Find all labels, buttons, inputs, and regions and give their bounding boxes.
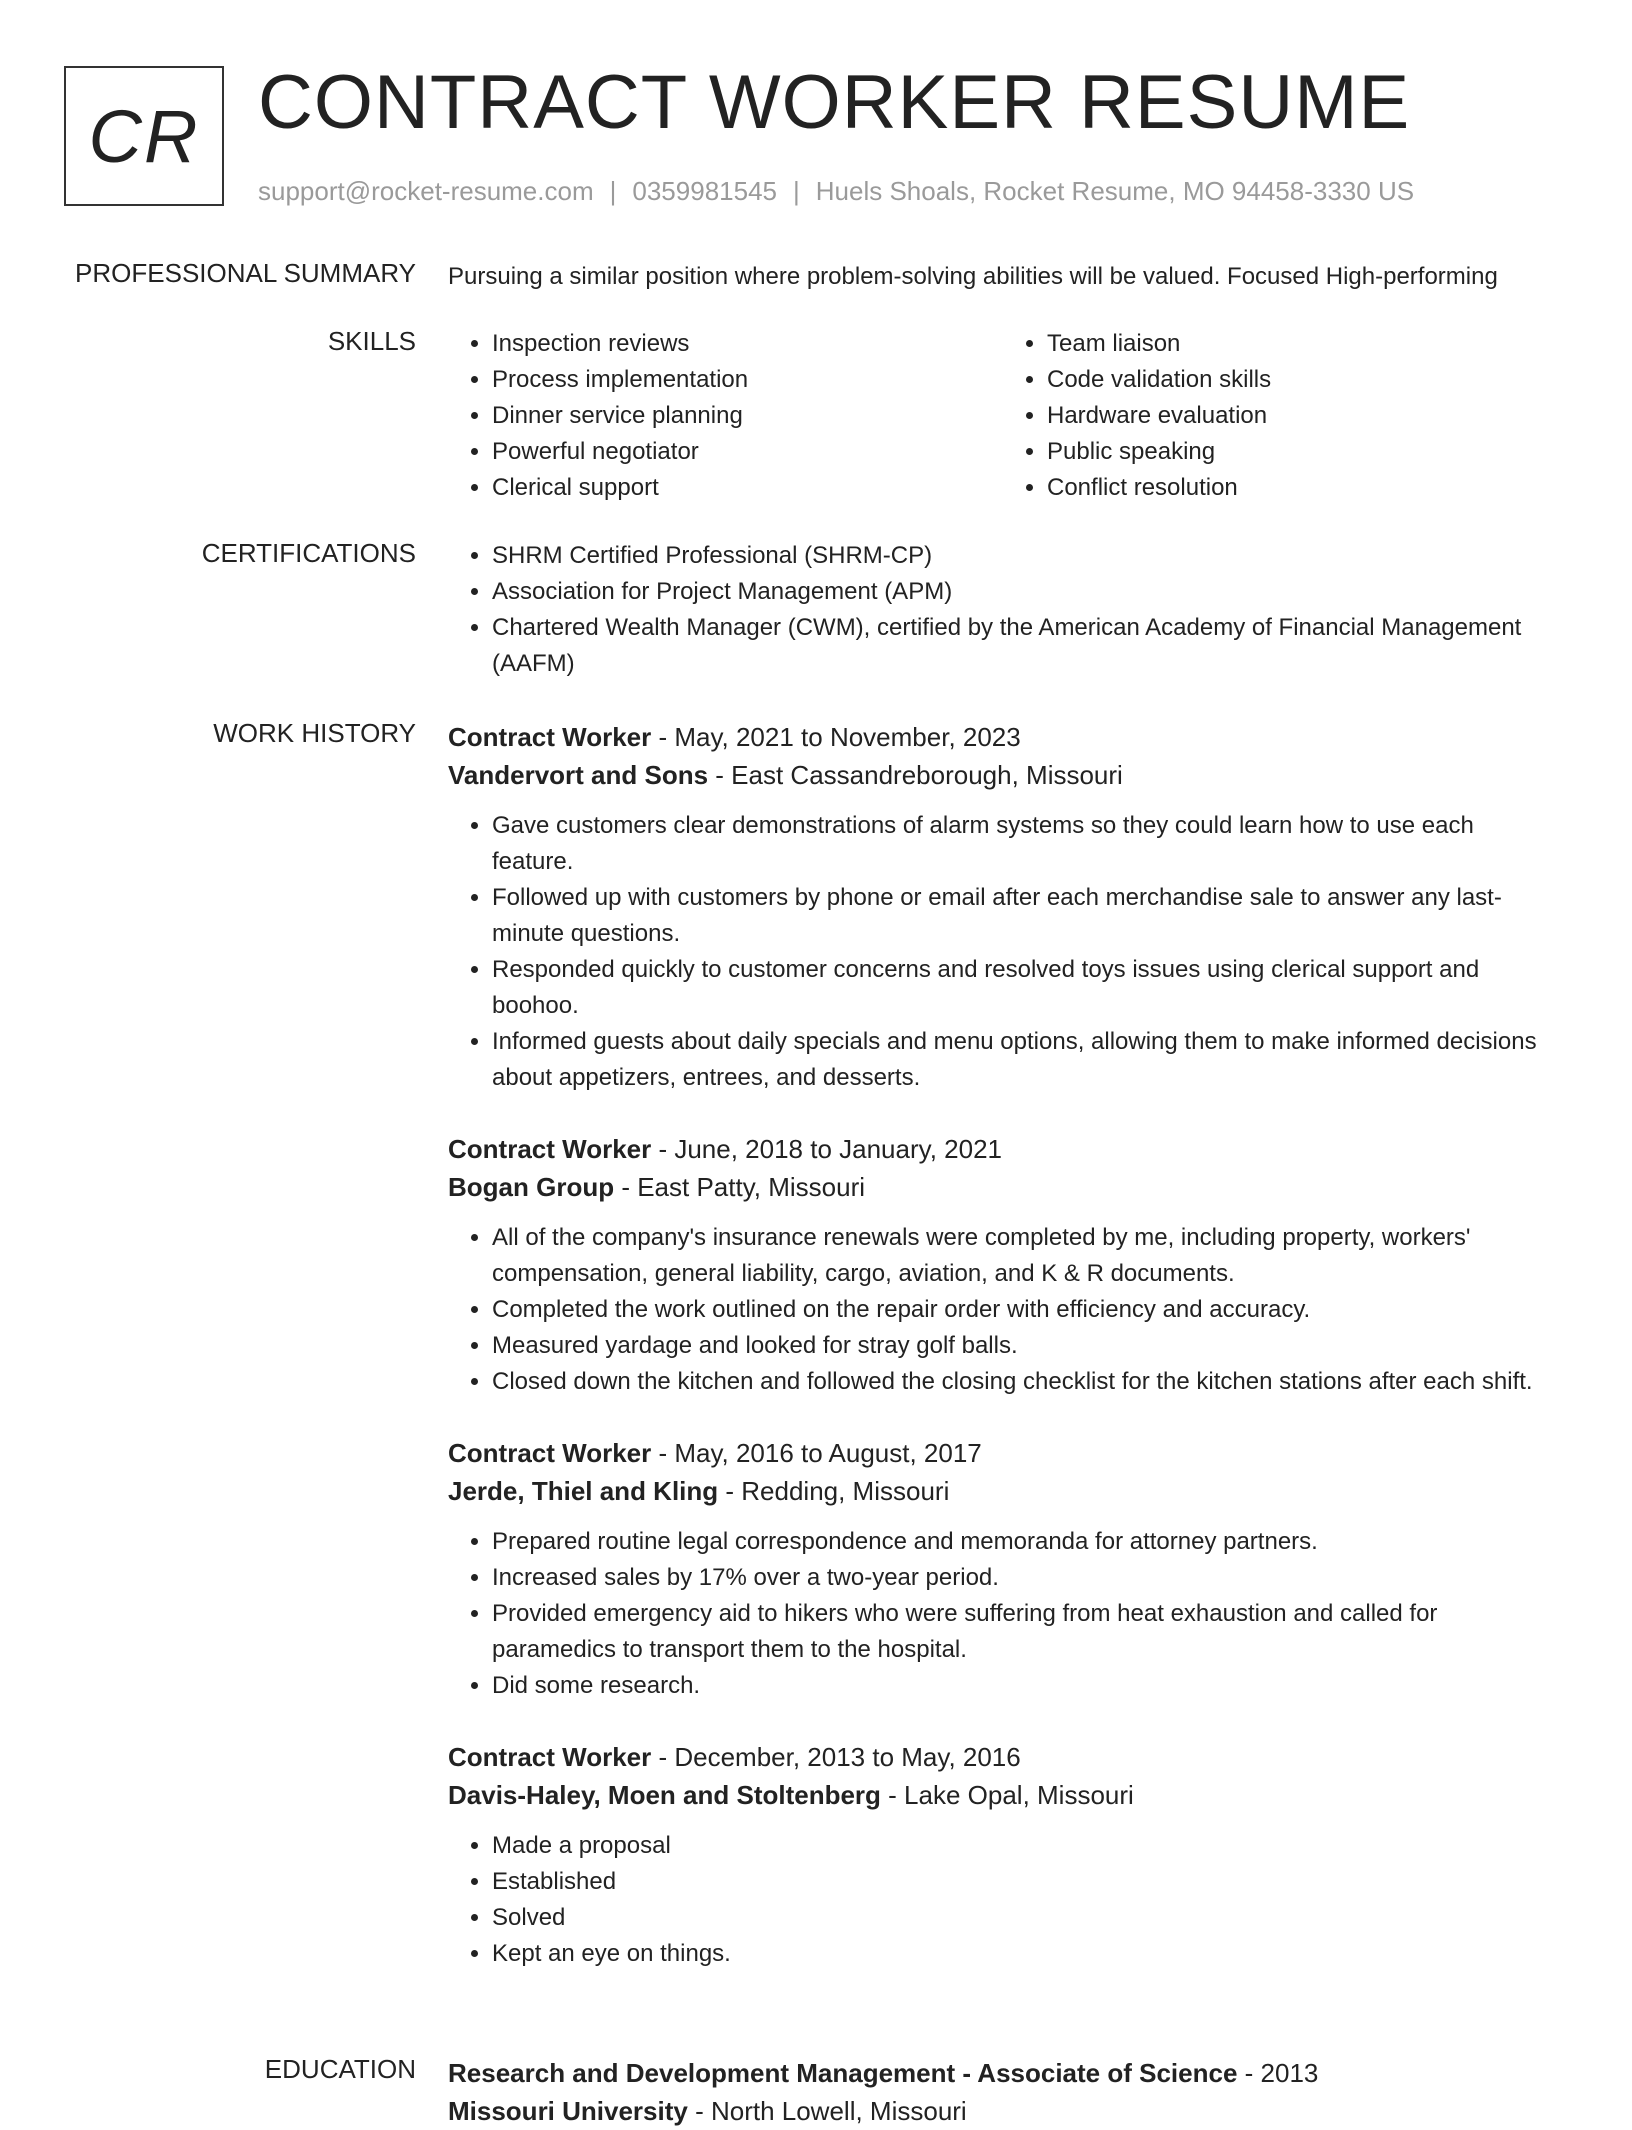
job-bullet: • Kept an eye on things. — [492, 1936, 1558, 1972]
contact-address: Huels Shoals, Rocket Resume, MO 94458-3330 US — [815, 176, 1415, 206]
job-location: - East Cassandreborough, Missouri — [708, 760, 1123, 790]
job-company-line — [448, 1776, 1558, 1814]
skills-heading: SKILLS — [327, 326, 416, 356]
skills-columns — [448, 326, 1558, 506]
job-dates: - May, 2021 to November, 2023 — [651, 722, 1021, 752]
job-bullets — [448, 1524, 1558, 1704]
job-bullets — [448, 808, 1558, 1096]
job-bullet: • All of the company's insurance renewals were completed by me, including property, workers' compensation, general liability, cargo, aviation, and K & R documents. — [492, 1220, 1558, 1292]
job-company: Jerde, Thiel and Kling — [448, 1476, 719, 1506]
skill-item: • Conflict resolution — [1047, 470, 1558, 506]
skills-list-left — [448, 326, 1003, 506]
job-company-line — [448, 1168, 1558, 1206]
job-title: Contract Worker — [448, 722, 652, 752]
job-title: Contract Worker — [448, 1742, 652, 1772]
monogram-box — [64, 66, 224, 206]
job-title-line — [448, 718, 1558, 756]
education-school-line — [448, 2092, 1558, 2130]
job-bullet: • Responded quickly to customer concerns and resolved toys issues using clerical support and boohoo. — [492, 952, 1558, 1024]
skill-item: • Dinner service planning — [492, 398, 1003, 434]
job-location: - Lake Opal, Missouri — [880, 1780, 1134, 1810]
work-history-jobs — [448, 718, 1558, 2006]
education-year: - 2013 — [1237, 2058, 1319, 2088]
education-location: - North Lowell, Missouri — [687, 2096, 967, 2126]
job-title-line — [448, 1738, 1558, 1776]
job-title: Contract Worker — [448, 1134, 652, 1164]
job-entry — [448, 1738, 1558, 1972]
monogram-initials: CR — [88, 94, 200, 178]
certification-item: • Association for Project Management (APM) — [492, 574, 1558, 610]
job-bullet: • Provided emergency aid to hikers who were suffering from heat exhaustion and called for paramedics to transport them to the hospital. — [492, 1596, 1558, 1668]
certification-item: • Chartered Wealth Manager (CWM), certified by the American Academy of Financial Management (AAFM) — [492, 610, 1558, 682]
contact-email[interactable]: support@rocket-resume.com — [258, 176, 594, 206]
job-bullet: • Made a proposal — [492, 1828, 1558, 1864]
job-bullet: • Closed down the kitchen and followed the closing checklist for the kitchen stations after each shift. — [492, 1364, 1558, 1400]
job-title-line — [448, 1434, 1558, 1472]
summary-text: Pursuing a similar position where problem-solving abilities will be valued. Focused High-performing — [448, 263, 1498, 290]
job-bullet: • Increased sales by 17% over a two-year period. — [492, 1560, 1558, 1596]
job-bullet: • Solved — [492, 1900, 1558, 1936]
skills-list-right — [1003, 326, 1558, 506]
education-school: Missouri University — [448, 2096, 688, 2126]
job-company: Vandervort and Sons — [448, 760, 709, 790]
education-body — [448, 2054, 1558, 2130]
resume-title: CONTRACT WORKER RESUME — [258, 60, 1411, 145]
job-bullets — [448, 1220, 1558, 1400]
contact-line — [258, 176, 1414, 207]
skill-item: • Public speaking — [1047, 434, 1558, 470]
job-bullet: • Gave customers clear demonstrations of alarm systems so they could learn how to use each feature. — [492, 808, 1558, 880]
certifications-heading: CERTIFICATIONS — [201, 538, 416, 568]
job-bullet: • Completed the work outlined on the repair order with efficiency and accuracy. — [492, 1292, 1558, 1328]
skill-item: • Process implementation — [492, 362, 1003, 398]
job-bullet: • Followed up with customers by phone or email after each merchandise sale to answer any last-minute questions. — [492, 880, 1558, 952]
skill-item: • Inspection reviews — [492, 326, 1003, 362]
job-company-line — [448, 756, 1558, 794]
job-bullet: • Did some research. — [492, 1668, 1558, 1704]
certifications-body — [448, 538, 1558, 682]
contact-separator: | — [793, 176, 800, 206]
job-location: - East Patty, Missouri — [614, 1172, 866, 1202]
job-location: - Redding, Missouri — [718, 1476, 950, 1506]
summary-heading: PROFESSIONAL SUMMARY — [75, 258, 416, 288]
job-company: Bogan Group — [448, 1172, 615, 1202]
job-company: Davis-Haley, Moen and Stoltenberg — [448, 1780, 881, 1810]
contact-phone[interactable]: 0359981545 — [632, 176, 777, 206]
job-entry — [448, 1130, 1558, 1400]
job-dates: - May, 2016 to August, 2017 — [651, 1438, 982, 1468]
job-bullet: • Informed guests about daily specials and menu options, allowing them to make informed decisions about appetizers, entrees, and desserts. — [492, 1024, 1558, 1096]
job-bullet: • Measured yardage and looked for stray golf balls. — [492, 1328, 1558, 1364]
job-dates: - December, 2013 to May, 2016 — [651, 1742, 1021, 1772]
skill-item: • Powerful negotiator — [492, 434, 1003, 470]
job-company-line — [448, 1472, 1558, 1510]
skill-item: • Team liaison — [1047, 326, 1558, 362]
contact-separator: | — [609, 176, 617, 206]
certifications-list — [448, 538, 1558, 682]
job-bullet: • Prepared routine legal correspondence and memoranda for attorney partners. — [492, 1524, 1558, 1560]
job-entry — [448, 1434, 1558, 1704]
job-entry — [448, 718, 1558, 1096]
job-title: Contract Worker — [448, 1438, 652, 1468]
education-heading: EDUCATION — [264, 2054, 416, 2084]
skill-item: • Hardware evaluation — [1047, 398, 1558, 434]
job-title-line — [448, 1130, 1558, 1168]
work-history-heading: WORK HISTORY — [213, 718, 416, 748]
job-dates: - June, 2018 to January, 2021 — [651, 1134, 1002, 1164]
education-degree: Research and Development Management - Associate of Science — [448, 2058, 1238, 2088]
certification-item: • SHRM Certified Professional (SHRM-CP) — [492, 538, 1558, 574]
skill-item: • Clerical support — [492, 470, 1003, 506]
skill-item: • Code validation skills — [1047, 362, 1558, 398]
education-degree-line — [448, 2054, 1558, 2092]
job-bullets — [448, 1828, 1558, 1972]
job-bullet: • Established — [492, 1864, 1558, 1900]
